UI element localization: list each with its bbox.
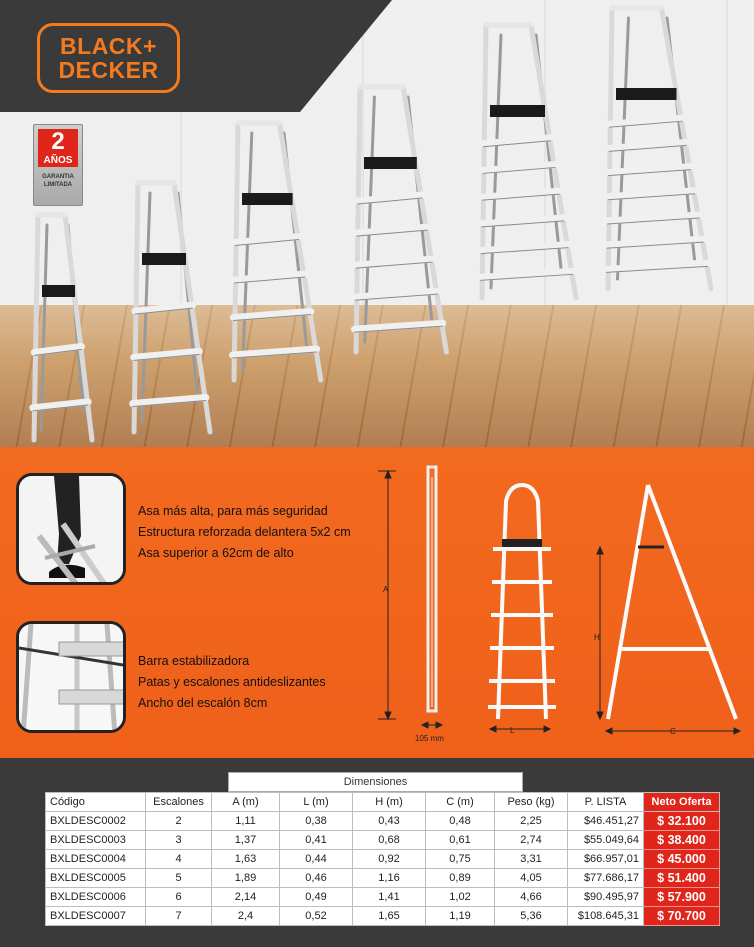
- feature-list-2: [138, 651, 326, 714]
- table-row: [46, 888, 720, 907]
- warranty-label-1: GARANTIA: [42, 174, 74, 180]
- cell-offer: $ 51.400: [644, 869, 720, 888]
- cell-steps: 2: [146, 812, 212, 831]
- cell-a: 1,37: [212, 831, 280, 850]
- dim-label-h: H: [594, 633, 600, 642]
- ladder-part: [279, 123, 320, 380]
- cell-list-price: $55.049,64: [568, 831, 644, 850]
- feature-item: Estructura reforzada delantera 5x2 cm: [138, 525, 351, 539]
- features-panel: [0, 447, 754, 758]
- col-header-a: A (m): [212, 793, 280, 812]
- cell-code: BXLDESC0007: [46, 907, 146, 926]
- cell-weight: 4,05: [495, 869, 568, 888]
- ladder-part: [662, 8, 712, 289]
- cell-a: 2,4: [212, 907, 280, 926]
- cell-code: BXLDESC0003: [46, 831, 146, 850]
- ladder-part: [234, 123, 238, 380]
- cell-offer: $ 70.700: [644, 907, 720, 926]
- ladder-part: [607, 239, 703, 245]
- cell-list-price: $46.451,27: [568, 812, 644, 831]
- table-row: [46, 869, 720, 888]
- ladder-part: [41, 225, 47, 430]
- cell-code: BXLDESC0006: [46, 888, 146, 907]
- cell-weight: 3,31: [495, 850, 568, 869]
- cell-h: 1,41: [353, 888, 426, 907]
- ladder-part: [356, 87, 360, 352]
- ladder-part: [610, 118, 682, 124]
- ladder-platform: [364, 157, 417, 169]
- ladder-platform: [42, 285, 75, 297]
- ladders-illustration: [0, 0, 754, 447]
- cell-steps: 3: [146, 831, 212, 850]
- feature-item: Barra estabilizadora: [138, 654, 250, 668]
- cell-a: 1,11: [212, 812, 280, 831]
- dim-label-a: A: [383, 585, 389, 594]
- dim-label-depth: 105 mm: [415, 734, 444, 743]
- ladder-platform: [490, 105, 545, 117]
- cell-c: 0,48: [426, 812, 495, 831]
- cell-a: 2,14: [212, 888, 280, 907]
- cell-weight: 4,66: [495, 888, 568, 907]
- ladder-part: [34, 346, 81, 352]
- dim-label-c: C: [670, 727, 676, 736]
- col-header-h: H (m): [353, 793, 426, 812]
- cell-steps: 5: [146, 869, 212, 888]
- cell-list-price: $66.957,01: [568, 850, 644, 869]
- cell-l: 0,38: [280, 812, 353, 831]
- cell-h: 0,43: [353, 812, 426, 831]
- col-header-weight: Peso (kg): [495, 793, 568, 812]
- feature-item: Asa más alta, para más seguridad: [138, 504, 328, 518]
- cell-c: 0,61: [426, 831, 495, 850]
- ladder-platform: [616, 88, 677, 100]
- hero-banner: [0, 0, 754, 447]
- cell-l: 0,41: [280, 831, 353, 850]
- ladder-part: [357, 227, 427, 233]
- ladder-part: [355, 323, 443, 329]
- ladder-part: [482, 25, 486, 298]
- cell-offer: $ 38.400: [644, 831, 720, 850]
- ladder-part: [483, 138, 550, 144]
- cell-c: 1,02: [426, 888, 495, 907]
- col-header-offer: Neto Oferta: [644, 793, 720, 812]
- col-header-code: Código: [46, 793, 146, 812]
- table-row: [46, 907, 720, 926]
- cell-l: 0,46: [280, 869, 353, 888]
- specs-section: [0, 758, 754, 947]
- cell-code: BXLDESC0005: [46, 869, 146, 888]
- cell-steps: 7: [146, 907, 212, 926]
- cell-code: BXLDESC0002: [46, 812, 146, 831]
- ladder-part: [233, 349, 317, 355]
- feature-item: Asa superior a 62cm de alto: [138, 546, 294, 560]
- cell-steps: 6: [146, 888, 212, 907]
- cell-list-price: $77.686,17: [568, 869, 644, 888]
- col-header-steps: Escalones: [146, 793, 212, 812]
- table-header-row: [46, 793, 720, 812]
- dim-label-l: L: [510, 726, 515, 735]
- dimension-diagrams: [360, 457, 754, 747]
- feature-photo-handle: [16, 473, 126, 585]
- cell-weight: 2,74: [495, 831, 568, 850]
- cell-offer: $ 32.100: [644, 812, 720, 831]
- feature-item: Ancho del escalón 8cm: [138, 696, 268, 710]
- table-row: [46, 812, 720, 831]
- cell-offer: $ 57.900: [644, 888, 720, 907]
- cell-list-price: $90.495,97: [568, 888, 644, 907]
- cell-l: 0,44: [280, 850, 353, 869]
- feature-item: Patas y escalones antideslizantes: [138, 675, 326, 689]
- cell-weight: 2,25: [495, 812, 568, 831]
- warranty-years-number: 2: [38, 129, 78, 155]
- cell-a: 1,63: [212, 850, 280, 869]
- ladder-platform: [142, 253, 186, 265]
- ladder-part: [243, 133, 252, 370]
- cell-h: 1,16: [353, 869, 426, 888]
- ladder-part: [606, 263, 707, 269]
- ladder-part: [135, 305, 193, 311]
- cell-offer: $ 45.000: [644, 850, 720, 869]
- cell-h: 0,92: [353, 850, 426, 869]
- col-header-l: L (m): [280, 793, 353, 812]
- ladder-platform: [242, 193, 293, 205]
- ladder-part: [483, 164, 555, 170]
- cell-a: 1,89: [212, 869, 280, 888]
- ladder-part: [365, 97, 375, 342]
- feature-list-1: [138, 501, 351, 564]
- ladder-part: [609, 142, 686, 148]
- cell-c: 1,19: [426, 907, 495, 926]
- table-row: [46, 831, 720, 850]
- specs-table: [45, 792, 720, 926]
- cell-c: 0,75: [426, 850, 495, 869]
- logo-line-2: DECKER: [58, 57, 159, 83]
- ladder-part: [357, 195, 421, 201]
- warranty-label-2: LIMITADA: [43, 182, 73, 188]
- cell-l: 0,52: [280, 907, 353, 926]
- col-header-c: C (m): [426, 793, 495, 812]
- col-header-list-price: P. LISTA: [568, 793, 644, 812]
- ladder-part: [403, 87, 446, 352]
- table-row: [46, 850, 720, 869]
- cell-list-price: $108.645,31: [568, 907, 644, 926]
- ladder-part: [235, 237, 298, 243]
- ladder-part: [480, 271, 572, 277]
- cell-weight: 5,36: [495, 907, 568, 926]
- warranty-years-unit: AÑOS: [38, 155, 78, 167]
- cell-h: 1,65: [353, 907, 426, 926]
- cell-h: 0,68: [353, 831, 426, 850]
- dimensions-header: Dimensiones: [228, 772, 523, 792]
- cell-steps: 4: [146, 850, 212, 869]
- cell-l: 0,49: [280, 888, 353, 907]
- cell-code: BXLDESC0004: [46, 850, 146, 869]
- feature-photo-steps: [16, 621, 126, 733]
- logo-line-1: BLACK+: [60, 33, 157, 59]
- cell-c: 0,89: [426, 869, 495, 888]
